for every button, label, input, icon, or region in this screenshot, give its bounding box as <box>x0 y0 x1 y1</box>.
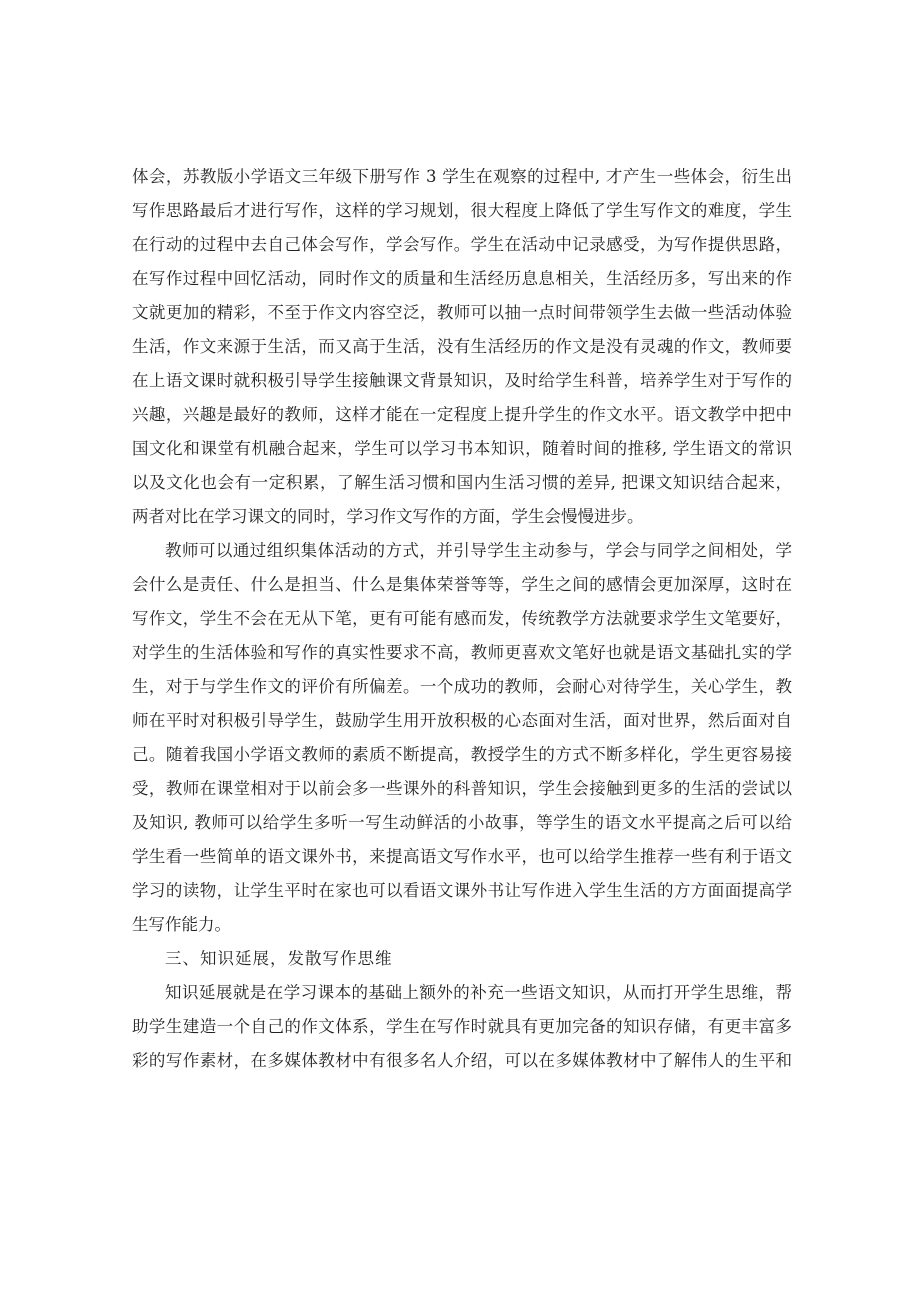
paragraph-line: 学习的读物，让学生平时在家也可以看语文课外书让写作进入学生生活的方方面面提高学 <box>132 881 792 900</box>
paragraph-line: 文就更加的精彩，不至于作文内容空泛，教师可以抽一点时间带领学生去做一些活动体验 <box>132 303 792 322</box>
paragraph-line: 受，教师在课堂相对于以前会多一些课外的科普知识，学生会接触到更多的生活的尝试以 <box>132 779 792 798</box>
paragraph-line: 生活，作文来源于生活，而又高于生活，没有生活经历的作文是没有灵魂的作文，教师要 <box>132 337 792 356</box>
paragraph-line: 生写作能力。 <box>132 915 231 934</box>
paragraph-line: 己。随着我国小学语文教师的素质不断提高，教授学生的方式不断多样化，学生更容易接 <box>132 745 792 764</box>
paragraph-line: 知识延展就是在学习课本的基础上额外的补充一些语文知识，从而打开学生思维，帮 <box>165 983 792 1002</box>
paragraph-line: 兴趣，兴趣是最好的教师，这样才能在一定程度上提升学生的作文水平。语文教学中把中 <box>132 405 792 424</box>
paragraph-1 <box>132 160 792 534</box>
paragraph-line: 在行动的过程中去自己体会写作，学会写作。学生在活动中记录感受，为写作提供思路， <box>132 235 792 254</box>
paragraph-line: 及知识, 教师可以给学生多听一写生动鲜活的小故事，等学生的语文水平提高之后可以给 <box>132 813 792 832</box>
paragraph-line: 体会，苏教版小学语文三年级下册写作 3 学生在观察的过程中, 才产生一些体会，衍生出 <box>132 167 792 186</box>
document-body <box>132 160 792 1078</box>
paragraph-line: 以及文化也会有一定积累，了解生活习惯和国内生活习惯的差异, 把课文知识结合起来， <box>132 473 792 492</box>
paragraph-line: 国文化和课堂有机融合起来，学生可以学习书本知识，随着时间的推移, 学生语文的常识 <box>132 439 792 458</box>
paragraph-line: 教师可以通过组织集体活动的方式，并引导学生主动参与，学会与同学之间相处，学 <box>165 541 792 560</box>
paragraph-line: 在写作过程中回忆活动，同时作文的质量和生活经历息息相关，生活经历多，写出来的作 <box>132 269 792 288</box>
paragraph-line: 在上语文课时就积极引导学生接触课文背景知识，及时给学生科普，培养学生对于写作的 <box>132 371 792 390</box>
section-heading: 三、知识延展，发散写作思维 <box>165 949 393 968</box>
paragraph-line: 两者对比在学习课文的同时，学习作文写作的方面，学生会慢慢进步。 <box>132 507 644 526</box>
paragraph-line: 师在平时对积极引导学生，鼓励学生用开放积极的心态面对生活，面对世界，然后面对自 <box>132 711 792 730</box>
paragraph-line: 学生看一些简单的语文课外书，来提高语文写作水平，也可以给学生推荐一些有利于语文 <box>132 847 792 866</box>
paragraph-line: 助学生建造一个自己的作文体系，学生在写作时就具有更加完备的知识存储，有更丰富多 <box>132 1017 792 1036</box>
paragraph-line: 写作思路最后才进行写作，这样的学习规划，很大程度上降低了学生写作文的难度，学生 <box>132 201 792 220</box>
paragraph-line: 彩的写作素材，在多媒体教材中有很多名人介绍，可以在多媒体教材中了解伟人的生平和 <box>132 1051 792 1070</box>
paragraph-2 <box>132 534 792 942</box>
paragraph-3 <box>132 976 792 1078</box>
paragraph-line: 写作文，学生不会在无从下笔，更有可能有感而发，传统教学方法就要求学生文笔要好， <box>132 609 792 628</box>
paragraph-line: 对学生的生活体验和写作的真实性要求不高，教师更喜欢文笔好也就是语文基础扎实的学 <box>132 643 792 662</box>
paragraph-line: 会什么是责任、什么是担当、什么是集体荣誉等等，学生之间的感情会更加深厚，这时在 <box>132 575 792 594</box>
paragraph-line: 生，对于与学生作文的评价有所偏差。一个成功的教师，会耐心对待学生，关心学生，教 <box>132 677 792 696</box>
